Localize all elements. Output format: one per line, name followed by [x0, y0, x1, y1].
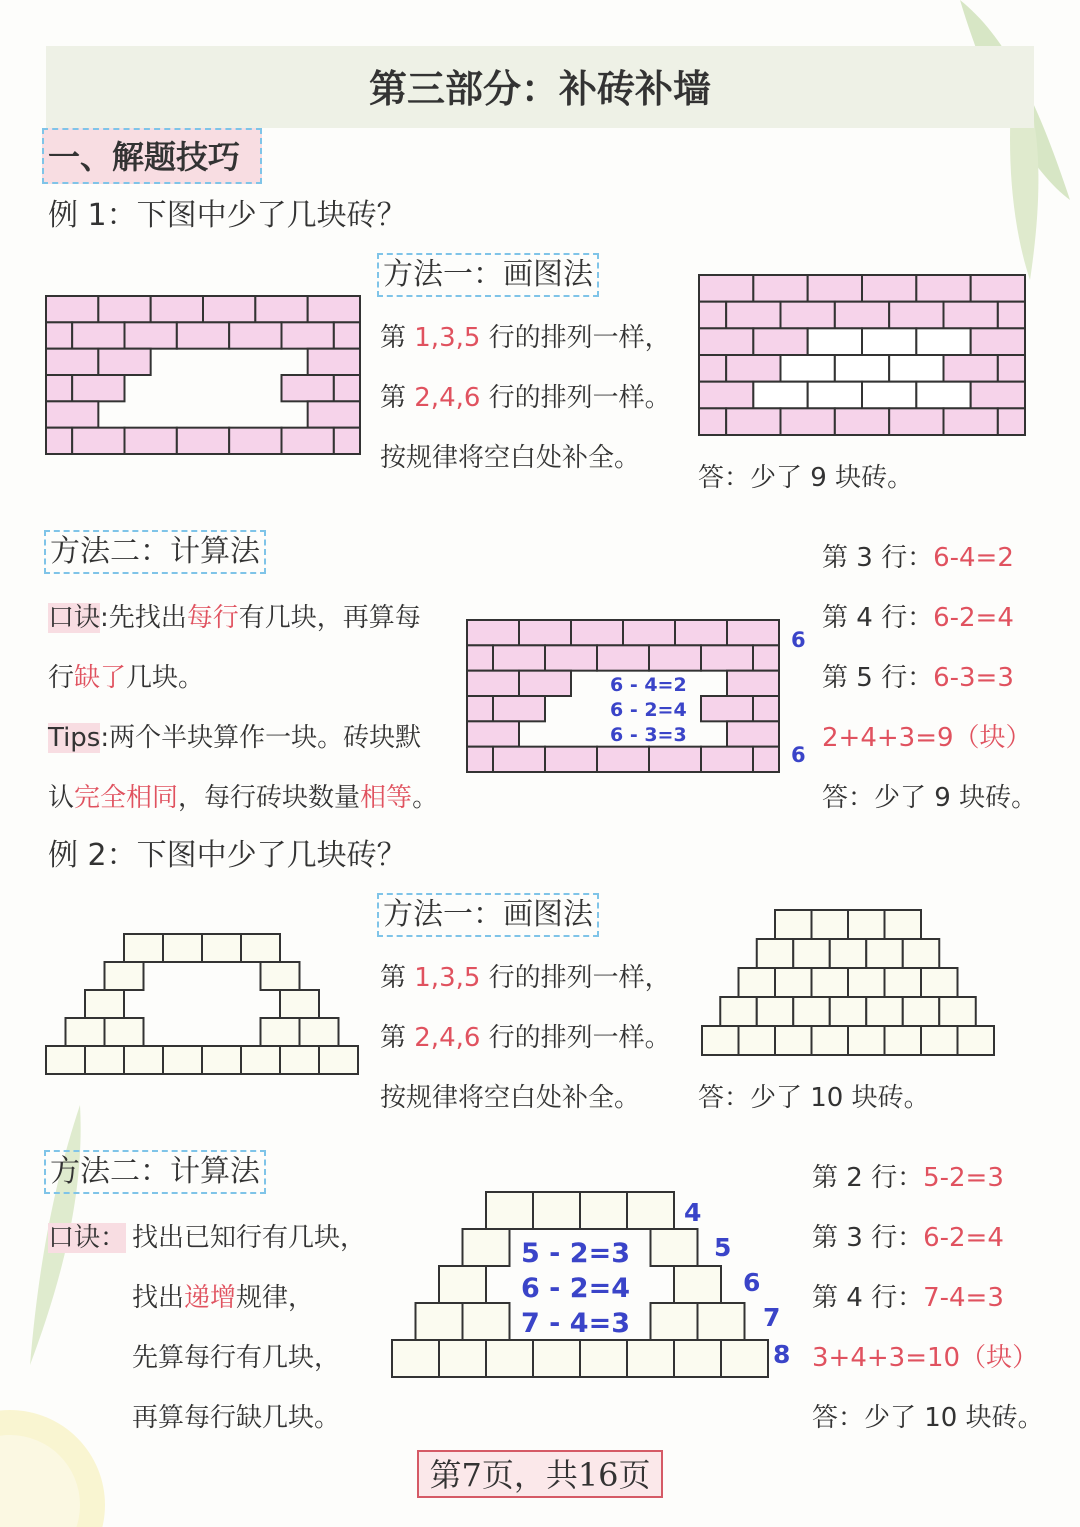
example1-method1-line2: 第 2,4,6 行的排列一样。: [380, 383, 671, 413]
brick: [916, 275, 970, 302]
brick: [623, 620, 675, 645]
brick: [998, 302, 1025, 329]
brick: [334, 375, 360, 401]
brick: [903, 997, 940, 1026]
example1-method1-line3: 按规律将空白处补全。: [380, 443, 641, 473]
brick: [467, 620, 519, 645]
brick: [463, 1229, 510, 1266]
example1-wall-with-gap: [46, 296, 366, 458]
brick: [885, 910, 922, 939]
brick: [124, 934, 163, 962]
brick: [944, 408, 998, 435]
brick: [545, 747, 597, 772]
brick: [739, 968, 776, 997]
brick: [72, 322, 124, 348]
example1-row-count-bottom: 6: [791, 743, 806, 767]
brick: [319, 1046, 358, 1074]
brick: [163, 1046, 202, 1074]
brick: [757, 939, 794, 968]
brick: [85, 1046, 124, 1074]
brick: [467, 696, 493, 721]
brick: [889, 408, 943, 435]
brick: [229, 322, 281, 348]
brick: [392, 1340, 439, 1377]
example1-diagram-eq-2: 6 - 2=4: [610, 699, 687, 721]
brick: [72, 375, 124, 401]
brick: [830, 939, 867, 968]
example2-method1-line2: 第 2,4,6 行的排列一样。: [380, 1023, 671, 1053]
leaf-decoration-top-right: [920, 0, 1080, 290]
brick: [597, 747, 649, 772]
example2-diagram-eq-2: 6 - 2=4: [521, 1273, 630, 1304]
example2-koujue-line4: 再算每行缺几块。: [132, 1403, 341, 1433]
brick: [885, 1026, 922, 1055]
brick: [66, 1018, 105, 1046]
brick: [627, 1192, 674, 1229]
brick: [701, 747, 753, 772]
brick: [698, 1303, 745, 1340]
brick: [971, 275, 1025, 302]
brick: [486, 1340, 533, 1377]
brick: [889, 355, 943, 382]
brick: [757, 997, 794, 1026]
brick: [439, 1340, 486, 1377]
example1-calc-row-1: 第 3 行：6-4=2: [822, 543, 1014, 573]
brick: [903, 939, 940, 968]
brick: [944, 302, 998, 329]
brick: [699, 408, 726, 435]
brick: [727, 721, 779, 746]
brick: [971, 382, 1025, 409]
example1-calc-row-2: 第 4 行：6-2=4: [822, 603, 1014, 633]
brick: [486, 1192, 533, 1229]
brick: [519, 671, 571, 696]
example1-diagram-eq-3: 6 - 3=3: [610, 724, 687, 746]
brick: [889, 302, 943, 329]
brick: [580, 1340, 627, 1377]
example2-koujue-line3: 先算每行有几块，: [132, 1343, 341, 1373]
brick: [241, 934, 280, 962]
brick: [597, 645, 649, 670]
brick: [105, 1018, 144, 1046]
brick: [467, 721, 519, 746]
brick: [177, 322, 229, 348]
example1-row-count-top: 6: [791, 628, 806, 652]
brick: [282, 375, 334, 401]
brick: [125, 322, 177, 348]
example1-method2-title: 方法二：计算法: [44, 530, 266, 574]
brick: [699, 302, 726, 329]
brick: [580, 1192, 627, 1229]
brick: [808, 382, 862, 409]
brick: [835, 408, 889, 435]
brick: [862, 275, 916, 302]
example2-row-count-1: 4: [684, 1198, 702, 1227]
brick: [921, 968, 958, 997]
brick: [793, 997, 830, 1026]
brick: [46, 401, 98, 427]
brick: [753, 328, 807, 355]
brick: [261, 962, 300, 990]
brick: [229, 428, 281, 454]
brick: [493, 747, 545, 772]
brick: [866, 997, 903, 1026]
brick: [98, 296, 150, 322]
brick: [699, 275, 753, 302]
brick: [939, 997, 976, 1026]
brick: [848, 910, 885, 939]
brick: [793, 939, 830, 968]
brick: [916, 382, 970, 409]
brick: [651, 1303, 698, 1340]
brick: [916, 328, 970, 355]
brick: [105, 962, 144, 990]
brick: [163, 934, 202, 962]
brick: [439, 1266, 486, 1303]
example2-method1-line1: 第 1,3,5 行的排列一样，: [380, 963, 671, 993]
example1-question: 例 1：下图中少了几块砖？: [48, 198, 407, 233]
brick: [493, 696, 545, 721]
example2-method1-line3: 按规律将空白处补全。: [380, 1083, 641, 1113]
example2-row-count-2: 5: [714, 1233, 732, 1262]
brick: [202, 934, 241, 962]
brick: [533, 1340, 580, 1377]
section-heading: 一、解题技巧: [48, 138, 241, 176]
brick: [944, 355, 998, 382]
example2-method2-title: 方法二：计算法: [44, 1150, 266, 1194]
brick: [753, 645, 779, 670]
brick: [202, 1046, 241, 1074]
example1-diagram-equations: [610, 673, 687, 748]
page-title: 第三部分：补砖补墙: [368, 67, 711, 111]
brick: [85, 990, 124, 1018]
example2-calc-row-2: 第 3 行：6-2=4: [812, 1223, 1004, 1253]
brick: [467, 747, 493, 772]
brick: [493, 645, 545, 670]
example2-pyramid-filled: [702, 910, 1002, 1062]
brick: [308, 401, 360, 427]
brick: [46, 349, 98, 375]
brick: [971, 328, 1025, 355]
example1-diagram-eq-1: 6 - 4=2: [610, 674, 687, 696]
example2-row-count-3: 6: [743, 1268, 761, 1297]
brick: [46, 428, 72, 454]
brick: [808, 275, 862, 302]
page-footer: 第7页，共16页: [417, 1450, 663, 1498]
example2-diagram-eq-1: 5 - 2=3: [521, 1238, 630, 1269]
brick: [241, 1046, 280, 1074]
brick: [753, 747, 779, 772]
example2-method1-answer: 答：少了 10 块砖。: [698, 1083, 930, 1113]
brick: [699, 328, 753, 355]
brick: [781, 355, 835, 382]
brick: [151, 296, 203, 322]
brick: [775, 968, 812, 997]
example2-diagram-equations: [521, 1236, 630, 1341]
brick: [124, 1046, 163, 1074]
example1-method1-line1: 第 1,3,5 行的排列一样，: [380, 323, 671, 353]
example1-tips-line2: 认完全相同，每行砖块数量相等。: [48, 783, 439, 813]
example1-method1-answer: 答：少了 9 块砖。: [698, 463, 914, 493]
brick: [835, 302, 889, 329]
brick: [848, 1026, 885, 1055]
brick: [866, 939, 903, 968]
brick: [334, 322, 360, 348]
brick: [334, 428, 360, 454]
brick: [753, 382, 807, 409]
brick: [46, 1046, 85, 1074]
brick: [282, 322, 334, 348]
brick: [308, 296, 360, 322]
brick: [533, 1192, 580, 1229]
brick: [627, 1340, 674, 1377]
brick: [46, 322, 72, 348]
brick: [675, 620, 727, 645]
brick: [649, 747, 701, 772]
example2-calc-sum: 3+4+3=10（块）: [812, 1343, 1039, 1373]
example1-method1-title: 方法一：画图法: [377, 253, 599, 297]
brick: [727, 620, 779, 645]
example1-koujue-line2: 行缺了几块。: [48, 663, 205, 693]
brick: [699, 382, 753, 409]
section-heading-box: [42, 128, 262, 184]
example1-calc-answer: 答：少了 9 块砖。: [822, 783, 1038, 813]
brick: [261, 1018, 300, 1046]
brick: [545, 645, 597, 670]
brick: [998, 355, 1025, 382]
example2-calc-row-3: 第 4 行：7-4=3: [812, 1283, 1004, 1313]
brick: [280, 1046, 319, 1074]
brick: [467, 671, 519, 696]
example1-koujue-line1: 口诀:先找出每行有几块，再算每: [48, 603, 421, 633]
brick: [177, 428, 229, 454]
brick: [848, 968, 885, 997]
example1-calc-sum: 2+4+3=9（块）: [822, 723, 1032, 753]
brick: [571, 620, 623, 645]
brick: [674, 1266, 721, 1303]
brick: [808, 328, 862, 355]
brick: [862, 328, 916, 355]
brick: [72, 428, 124, 454]
brick: [308, 349, 360, 375]
brick: [467, 645, 493, 670]
brick: [781, 408, 835, 435]
brick: [753, 696, 779, 721]
example2-row-count-5: 8: [773, 1340, 791, 1369]
example2-method1-title: 方法一：画图法: [377, 893, 599, 937]
brick: [98, 349, 150, 375]
brick: [300, 1018, 339, 1046]
brick: [699, 355, 726, 382]
brick: [726, 355, 780, 382]
brick: [720, 997, 757, 1026]
brick: [885, 968, 922, 997]
brick: [775, 1026, 812, 1055]
brick: [726, 302, 780, 329]
brick: [835, 355, 889, 382]
brick: [812, 1026, 849, 1055]
brick: [125, 428, 177, 454]
brick: [727, 671, 779, 696]
brick: [862, 382, 916, 409]
example2-pyramid-with-gap: [46, 934, 362, 1080]
example2-calc-answer: 答：少了 10 块砖。: [812, 1403, 1044, 1433]
brick: [781, 302, 835, 329]
brick: [649, 645, 701, 670]
brick: [463, 1303, 510, 1340]
brick: [701, 696, 753, 721]
example1-wall-filled: [699, 275, 1029, 439]
brick: [921, 1026, 958, 1055]
example2-koujue-line2: 找出递增规律，: [132, 1283, 315, 1313]
example2-koujue-line1: 找出已知行有几块，: [132, 1223, 367, 1253]
brick: [721, 1340, 768, 1377]
brick: [701, 645, 753, 670]
brick: [812, 968, 849, 997]
brick: [726, 408, 780, 435]
brick: [753, 275, 807, 302]
brick: [519, 620, 571, 645]
example2-diagram-eq-3: 7 - 4=3: [521, 1308, 630, 1339]
brick: [651, 1229, 698, 1266]
brick: [830, 997, 867, 1026]
brick: [812, 910, 849, 939]
brick: [280, 990, 319, 1018]
brick: [203, 296, 255, 322]
example1-calc-row-3: 第 5 行：6-3=3: [822, 663, 1014, 693]
brick: [416, 1303, 463, 1340]
example2-koujue-label: 口诀：: [48, 1223, 127, 1253]
brick: [282, 428, 334, 454]
brick: [255, 296, 307, 322]
brick: [739, 1026, 776, 1055]
brick: [674, 1340, 721, 1377]
brick: [46, 296, 98, 322]
brick: [775, 910, 812, 939]
brick: [998, 408, 1025, 435]
brick: [46, 375, 72, 401]
example2-question: 例 2：下图中少了几块砖？: [48, 838, 407, 873]
brick: [958, 1026, 995, 1055]
brick: [702, 1026, 739, 1055]
example1-tips-line1: Tips:两个半块算作一块。砖块默: [48, 723, 422, 753]
example2-calc-row-1: 第 2 行：5-2=3: [812, 1163, 1004, 1193]
example2-row-count-4: 7: [763, 1303, 781, 1332]
